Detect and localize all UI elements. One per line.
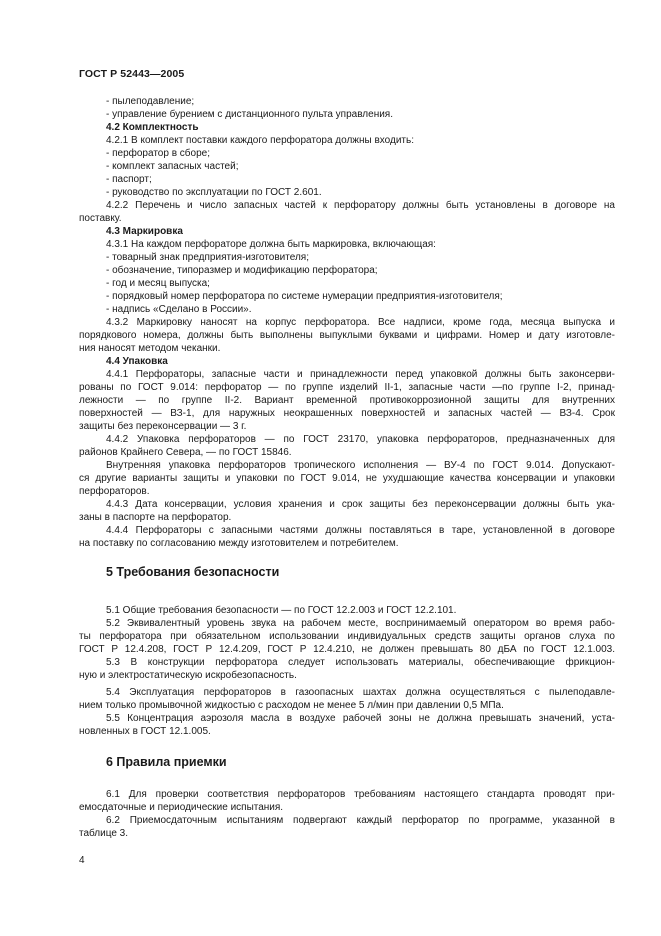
text-line: ния наносят методом чеканки. [79, 343, 221, 354]
text-line: рованы по ГОСТ 9.014: перфоратор — по группе изделий II-1, запасные части —по группе I-2, принад- [79, 382, 615, 393]
page-number: 4 [79, 855, 85, 866]
document-header: ГОСТ Р 52443—2005 [79, 68, 185, 80]
text-line: 4.4.4 Перфораторы с запасными частями должны поставляться в таре, установленной в договоре [106, 525, 615, 536]
text-line: 5.3 В конструкции перфоратора следует использовать материалы, обеспечивающие фрикцион- [106, 657, 615, 668]
text-line: - перфоратор в сборе; [106, 148, 210, 159]
text-line: 5.1 Общие требования безопасности — по ГОСТ 12.2.003 и ГОСТ 12.2.101. [106, 605, 457, 616]
text-line: 5.5 Концентрация аэрозоля масла в воздухе рабочей зоны не должна превышать значений, уста- [106, 713, 615, 724]
text-line: - обозначение, типоразмер и модификацию перфоратора; [106, 265, 378, 276]
text-line: - пылеподавление; [106, 96, 195, 107]
text-line: 5.2 Эквивалентный уровень звука на рабочем месте, воспринимаемый оператором во время рабо- [106, 618, 615, 629]
text-line: 4.2.1 В комплект поставки каждого перфоратора должны входить: [106, 135, 414, 146]
text-line: районов Крайнего Севера, — по ГОСТ 15846. [79, 447, 292, 458]
text-line: 5.4 Эксплуатация перфораторов в газоопасных шахтах должна осуществляться с пылеподавле- [106, 687, 615, 698]
text-line: 4.4.1 Перфораторы, запасные части и принадлежности перед упаковкой должны быть законсерви- [106, 369, 615, 380]
text-line: емосдаточные и периодические испытания. [79, 802, 284, 813]
text-line: 6.2 Приемосдаточным испытаниям подвергают каждый перфоратор по программе, указанной в [106, 815, 615, 826]
text-line: защиты без переконсервации — 3 г. [79, 421, 247, 432]
text-line: 4.4.3 Дата консервации, условия хранения и срок защиты без переконсервации должны быть ука- [106, 499, 615, 510]
subsection-heading: 4.4 Упаковка [106, 356, 168, 367]
text-line: перфораторов. [79, 486, 150, 497]
subsection-heading: 4.3 Маркировка [106, 226, 183, 237]
text-line: поставку. [79, 213, 122, 224]
text-line: - товарный знак предприятия-изготовителя; [106, 252, 309, 263]
text-line: - руководство по эксплуатации по ГОСТ 2.601. [106, 187, 322, 198]
text-line: ся другие варианты защиты и упаковки по ГОСТ 9.014, не ухудшающие качества консервации и упаковки [79, 473, 615, 484]
text-line: на поставку по согласованию между изготовителем и потребителем. [79, 538, 399, 549]
text-line: - порядковый номер перфоратора по системе нумерации предприятия-изготовителя; [106, 291, 503, 302]
text-line: - паспорт; [106, 174, 152, 185]
text-line: 4.4.2 Упаковка перфораторов — по ГОСТ 23170, упаковка перфораторов, предназначенных для [106, 434, 615, 445]
text-line: порядкового номера, должны быть выполнены выпуклыми буквами и цифрами. Номер и дату изготовле- [79, 330, 615, 341]
text-line: поверхностей — ВЗ-1, для наружных неокрашенных поверхностей и запасных частей — ВЗ-4. Срок [79, 408, 615, 419]
text-line: ты перфоратора при обязательном использовании индивидуальных средств защиты органов слуха по [79, 631, 615, 642]
text-line: ГОСТ Р 12.4.208, ГОСТ Р 12.4.209, ГОСТ Р 12.4.210, не должен превышать 80 дБА по ГОСТ 12.1.003. [79, 644, 615, 655]
text-line: 4.2.2 Перечень и число запасных частей к перфоратору должны быть установлены в договоре на [106, 200, 615, 211]
text-line: заны в паспорте на перфоратор. [79, 512, 232, 523]
text-line: лежности — по группе II-2. Вариант временной противокоррозионной защиты для внутренних [79, 395, 615, 406]
text-line: таблице 3. [79, 828, 129, 839]
text-line: - надпись «Сделано в России». [106, 304, 252, 315]
text-line: 6.1 Для проверки соответствия перфораторов требованиям настоящего стандарта проводят при- [106, 789, 615, 800]
text-line: нием только промывочной жидкостью с расходом не менее 5 л/мин при давлении 0,5 МПа. [79, 700, 504, 711]
text-line: - год и месяц выпуска; [106, 278, 210, 289]
text-line: ную и электростатическую искробезопасность. [79, 670, 297, 681]
subsection-heading: 4.2 Комплектность [106, 122, 199, 133]
text-line: новленных в ГОСТ 12.1.005. [79, 726, 211, 737]
text-line: 4.3.1 На каждом перфораторе должна быть маркировка, включающая: [106, 239, 436, 250]
section-heading: 5 Требования безопасности [106, 565, 280, 579]
section-heading: 6 Правила приемки [106, 755, 227, 769]
text-line: - управление бурением с дистанционного пульта управления. [106, 109, 394, 120]
text-line: Внутренняя упаковка перфораторов тропического исполнения — ВУ-4 по ГОСТ 9.014. Допускают- [106, 460, 615, 471]
text-line: - комплект запасных частей; [106, 161, 239, 172]
text-line: 4.3.2 Маркировку наносят на корпус перфоратора. Все надписи, кроме года, месяца выпуска и [106, 317, 615, 328]
